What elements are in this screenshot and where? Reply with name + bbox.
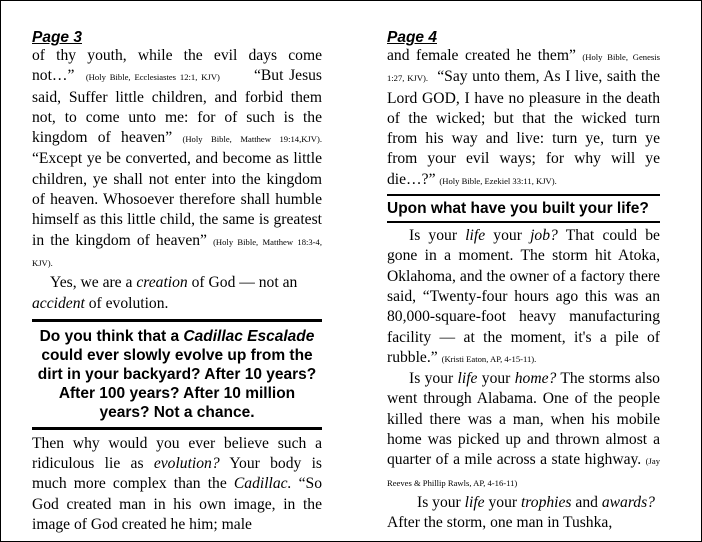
divider — [32, 427, 322, 430]
divider — [387, 221, 660, 223]
callout-box: Do you think that a Cadillac Escalade could ever slowly evolve up from the dirt in your backyard? After 10 years? After 100 years? After 10 million years? Not a chance. — [37, 327, 317, 421]
paragraph: Is your life your home? The storms also went through Alabama. One of the people killed there was a man, when his mobile home was picked up and thrown almost a quarter of a mile across a state highway. (Jay Reeves & Phillip Rawls, AP, 4-16-11) — [387, 370, 660, 488]
divider — [387, 194, 660, 196]
page-3-intro: of thy youth, while the evil days come not…” (Holy Bible, Ecclesiastes 12:1, KJV) “But Jesus said, Suffer little children, and forbid them not, to come unto me: for of such is the kingdom of heaven” (Holy Bible, Matthew 19:14,KJV). “Except ye be converted, and become as little children, ye shall not enter into the kingdom of heaven. Whosoever therefore shall humble himself as this little child, the same is greatest in the kingdom of heaven” (Holy Bible, Matthew 18:3-4, KJV). Yes, we are a creation of God — not an accident of evolution. — [32, 46, 322, 314]
paragraph: Yes, we are a creation of God — not an accident of evolution. — [32, 274, 298, 312]
citation: (Holy Bible, Ecclesiastes 12:1, KJV) — [85, 72, 220, 83]
citation: (Holy Bible, Matthew 18:3-4, KJV). — [32, 236, 322, 268]
paragraph: Is your life your trophies and awards? After the storm, one man in Tushka, — [387, 493, 655, 532]
citation: (Holy Bible, Genesis 1:27, KJV). — [387, 52, 660, 84]
paragraph: Is your life your job? That could be gone in a moment. The storm hit Atoka, Oklahoma, and the owner of a factory there said, “Twenty-four hours ago this was an 80,000-square-foot heavy manufacturing facility — at the moment, it's a pile of rubble.” (Kristi Eaton, AP, 4-15-11). — [387, 227, 660, 366]
page-4-intro: and female created he them” (Holy Bible, Genesis 1:27, KJV). “Say unto them, As I live, saith the Lord GOD, I have no pleasure in the death of the wicked; but that the wicked turn from his way and live: turn ye, turn ye from your evil ways; for why will ye die…?” (Holy Bible, Ezekiel 33:11, KJV). — [387, 47, 660, 188]
page-label: Page 3 — [32, 29, 82, 46]
page-label: Page 4 — [387, 29, 437, 46]
page-4-body — [387, 226, 660, 533]
page-3-closing: Then why would you ever believe such a ridiculous lie as evolution? Your body is much more complex than the Cadillac. “So God created man in his own image, in the image of God created he him; male — [32, 434, 322, 534]
citation: (Holy Bible, Matthew 19:14,KJV). — [182, 134, 322, 145]
section-heading: Upon what have you built your life? — [387, 200, 649, 218]
page-3 — [32, 30, 322, 535]
citation: (Holy Bible, Ezekiel 33:11, KJV). — [439, 175, 557, 186]
citation: (Kristi Eaton, AP, 4-15-11). — [441, 353, 537, 364]
citation: (Jay Reeves & Phillip Rawls, AP, 4-16-11) — [387, 456, 660, 488]
page-4 — [387, 30, 660, 534]
divider — [32, 319, 322, 322]
